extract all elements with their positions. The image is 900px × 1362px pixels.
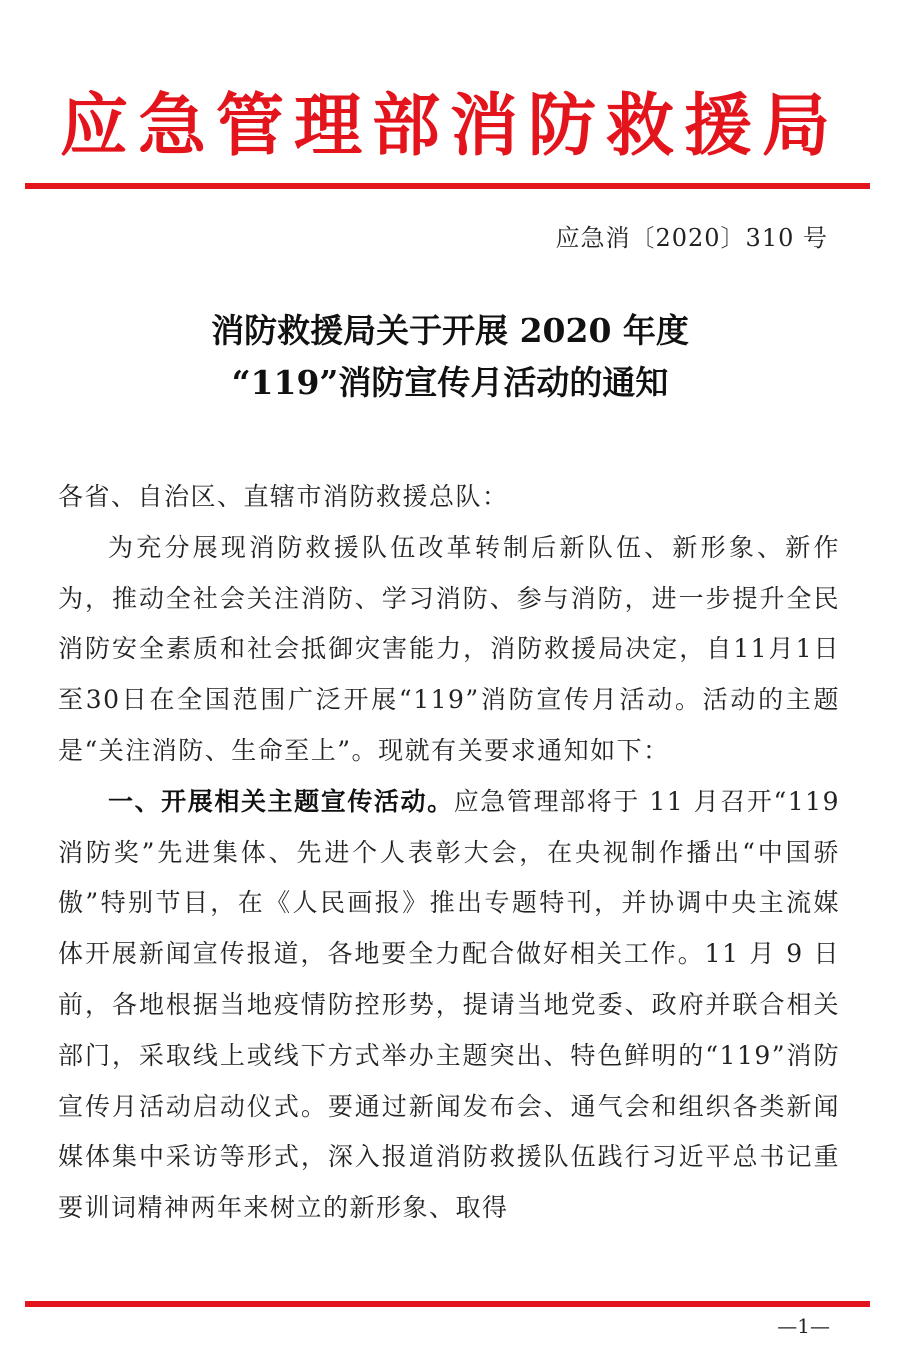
document-number: 应急消〔2020〕310 号 bbox=[555, 224, 828, 252]
page-number: —1— bbox=[777, 1314, 830, 1338]
footer-red-rule bbox=[25, 1301, 870, 1307]
section-1-body: 应急管理部将于 11 月召开“119 消防奖”先进集体、先进个人表彰大会，在央视制作播出“中国骄傲”特别节目，在《人民画报》推出专题特刊，并协调中央主流媒体开展新闻宣传报道，各地要全力配合做好相关工作。11 月 9 日前，各地根据当地疫情防控形势，提请当地党委、政府并联合相关部门，采取线上或线下方式举办主题突出、特色鲜明的“119”消防宣传月活动启动仪式。要通过新闻发布会、通气会和组织各类新闻媒体集中采访等形式，深入报道消防救援队伍践行习近平总书记重要训词精神两年来树立的新形象、取得 bbox=[58, 786, 840, 1223]
letterhead-title: 应急管理部消防救援局 bbox=[59, 86, 840, 166]
section-1-paragraph bbox=[58, 777, 840, 1234]
document-body bbox=[58, 472, 840, 1234]
section-1-heading: 一、开展相关主题宣传活动。 bbox=[108, 786, 454, 816]
title-line-1: 消防救援局关于开展 2020 年度 bbox=[211, 311, 689, 350]
intro-paragraph: 为充分展现消防救援队伍改革转制后新队伍、新形象、新作为，推动全社会关注消防、学习消防、参与消防，进一步提升全民消防安全素质和社会抵御灾害能力，消防救援局决定，自11月1日至30日在全国范围广泛开展“119”消防宣传月活动。活动的主题是“关注消防、生命至上”。现就有关要求通知如下： bbox=[58, 532, 840, 765]
letterhead-red-rule bbox=[25, 183, 870, 189]
salutation: 各省、自治区、直辖市消防救援总队： bbox=[58, 482, 509, 511]
title-line-2: “119”消防宣传月活动的通知 bbox=[231, 363, 669, 402]
document-title bbox=[0, 305, 900, 409]
